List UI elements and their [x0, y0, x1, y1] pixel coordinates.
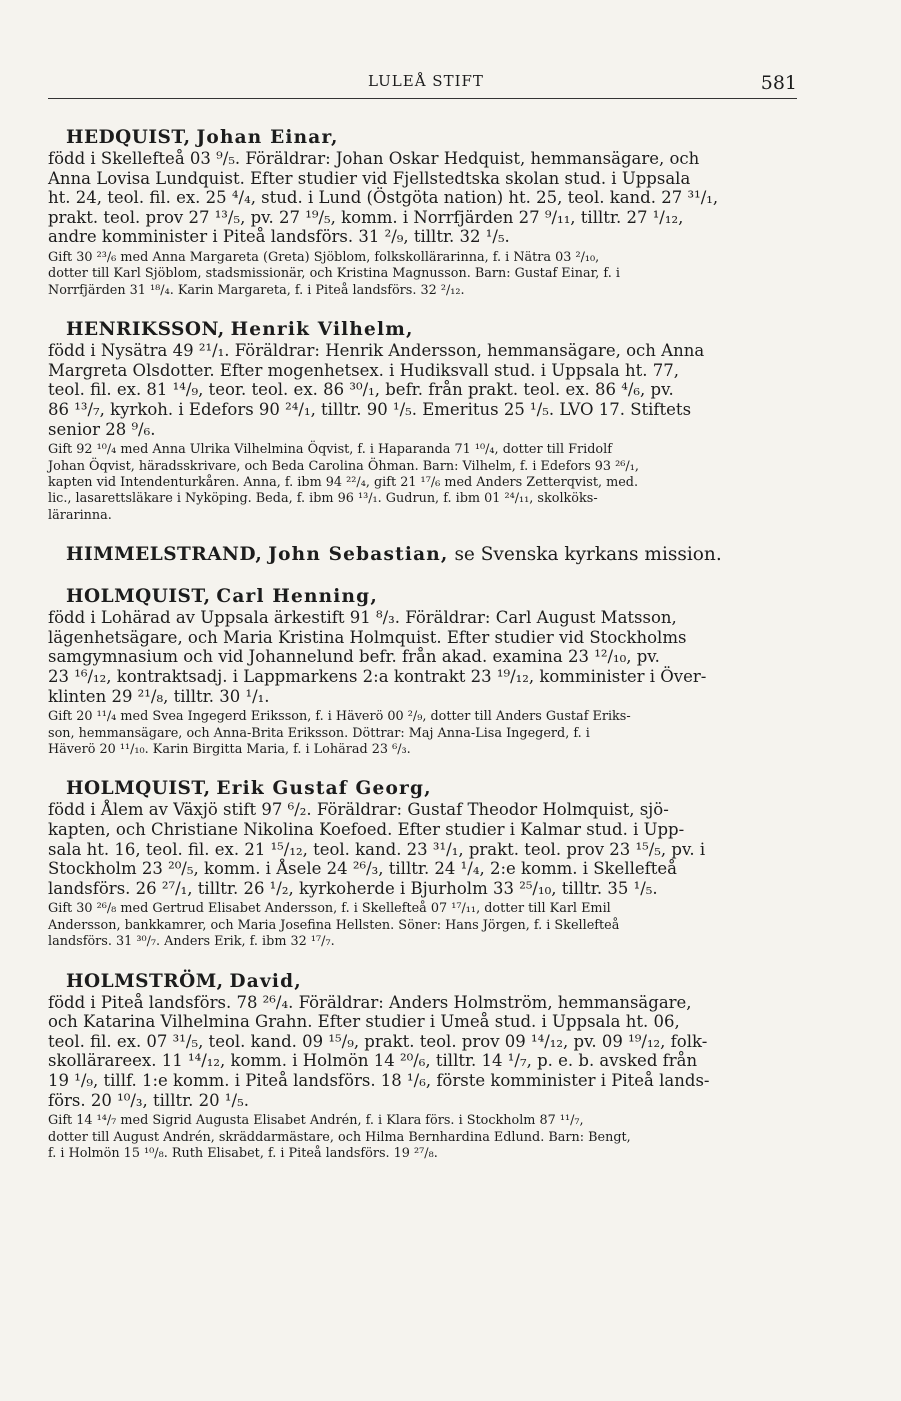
bio-line: landsförs. 26 ²⁷/₁, tilltr. 26 ¹/₂, kyrkoherde i Bjurholm 33 ²⁵/₁₀, tilltr. 35 ¹/₅. [48, 878, 658, 898]
bio-line: 23 ¹⁶/₁₂, kontraktsadj. i Lappmarkens 2:a kontrakt 23 ¹⁹/₁₂, komminister i Över- [48, 666, 707, 686]
bio-line: född i Skellefteå 03 ⁹/₅. Föräldrar: Johan Oskar Hedquist, hemmansägare, och [48, 149, 700, 168]
biography-text [48, 341, 797, 439]
bio-line: född i Piteå landsförs. 78 ²⁶/₄. Föräldrar: Anders Holmström, hemmansägare, [48, 992, 692, 1012]
given-names: Erik Gustaf Georg, [216, 778, 432, 800]
bio-line: ht. 24, teol. fil. ex. 25 ⁴/₄, stud. i Lund (Östgöta nation) ht. 25, teol. kand. 27 ³¹/₁, [48, 188, 719, 208]
cross-reference-entry [48, 544, 797, 566]
family-line: dotter till Karl Sjöblom, stadsmissionär, och Kristina Magnusson. Barn: Gustaf Einar, f. i [48, 266, 620, 282]
family-line: Häverö 20 ¹¹/₁₀. Karin Birgitta Maria, f. i Lohärad 23 ⁶/₃. [48, 741, 411, 757]
bio-line: kapten, och Christiane Nikolina Koefoed. Efter studier i Kalmar stud. i Upp- [48, 819, 685, 839]
bio-line: prakt. teol. prov 27 ¹³/₅, pv. 27 ¹⁹/₅, komm. i Norrfjärden 27 ⁹/₁₁, tilltr. 27 ¹/₁₂, [48, 207, 684, 227]
bio-line: sala ht. 16, teol. fil. ex. 21 ¹⁵/₁₂, teol. kand. 23 ³¹/₁, prakt. teol. prov 23 ¹⁵/₅, pv. i [48, 839, 706, 859]
surname: HOLMQUIST, [66, 778, 211, 800]
family-text [48, 901, 797, 950]
family-line: Gift 30 ²⁶/₈ med Gertrud Elisabet Andersson, f. i Skellefteå 07 ¹⁷/₁₁, dotter till Karl Emil [48, 901, 611, 917]
bio-line: andre komminister i Piteå landsförs. 31 ²/₉, tilltr. 32 ¹/₅. [48, 227, 510, 247]
family-line: Norrfjärden 31 ¹⁸/₄. Karin Margareta, f. i Piteå landsförs. 32 ²/₁₂. [48, 282, 465, 298]
biography-entry [48, 319, 797, 524]
bio-line: klinten 29 ²¹/₈, tilltr. 30 ¹/₁. [48, 686, 270, 706]
family-line: son, hemmansägare, och Anna-Brita Eriksson. Döttrar: Maj Anna-Lisa Ingegerd, f. i [48, 725, 590, 741]
biography-entry [48, 127, 797, 299]
bio-line: förs. 20 ¹⁰/₃, tilltr. 20 ¹/₅. [48, 1090, 249, 1110]
entry-heading [48, 544, 797, 566]
family-text [48, 1113, 797, 1162]
given-names: David, [229, 970, 302, 992]
bio-line: Anna Lovisa Lundquist. Efter studier vid Fjellstedtska skolan stud. i Uppsala [48, 168, 691, 188]
family-line: f. i Holmön 15 ¹⁰/₈. Ruth Elisabet, f. i Piteå landsförs. 19 ²⁷/₈. [48, 1145, 438, 1161]
given-names: Henrik Vilhelm, [230, 319, 414, 341]
family-text [48, 709, 797, 758]
biography-entry [48, 971, 797, 1163]
bio-line: född i Ålem av Växjö stift 97 ⁶/₂. Föräldrar: Gustaf Theodor Holmquist, sjö- [48, 800, 669, 820]
entry-heading [48, 778, 797, 800]
surname: HIMMELSTRAND, [66, 544, 263, 566]
family-line: Johan Öqvist, häradsskrivare, och Beda Carolina Öhman. Barn: Vilhelm, f. i Edefors 93 ²⁶/₁, [48, 458, 639, 474]
bio-line: och Katarina Vilhelmina Grahn. Efter studier i Umeå stud. i Uppsala ht. 06, [48, 1012, 680, 1032]
surname: HOLMQUIST, [66, 586, 211, 608]
family-line: Gift 14 ¹⁴/₇ med Sigrid Augusta Elisabet Andrén, f. i Klara förs. i Stockholm 87 ¹¹/₇, [48, 1113, 584, 1129]
bio-line: teol. fil. ex. 81 ¹⁴/₉, teor. teol. ex. 86 ³⁰/₁, befr. från prakt. teol. ex. 86 ⁴/₆, pv. [48, 380, 674, 400]
biography-text [48, 993, 797, 1111]
bio-line: 19 ¹/₉, tillf. 1:e komm. i Piteå landsförs. 18 ¹/₆, förste komminister i Piteå lands- [48, 1070, 710, 1090]
entry-heading [48, 586, 797, 608]
biography-text [48, 608, 797, 706]
surname: HENRIKSSON, [66, 319, 225, 341]
family-line: Gift 92 ¹⁰/₄ med Anna Ulrika Vilhelmina Öqvist, f. i Haparanda 71 ¹⁰/₄, dotter till Fridolf [48, 442, 612, 458]
family-line: Andersson, bankkamrer, och Maria Josefina Hellsten. Söner: Hans Jörgen, f. i Skellefteå [48, 917, 620, 933]
given-names: Johan Einar, [196, 127, 339, 148]
bio-line: senior 28 ⁹/₆. [48, 419, 156, 439]
family-text [48, 250, 797, 299]
entry-heading [48, 127, 797, 149]
bio-line: född i Lohärad av Uppsala ärkestift 91 ⁸/₃. Föräldrar: Carl August Matsson, [48, 608, 677, 628]
biography-entry [48, 778, 797, 950]
bio-line: Margreta Olsdotter. Efter mogenhetsex. i Hudiksvall stud. i Uppsala ht. 77, [48, 360, 679, 380]
family-line: dotter till August Andrén, skräddarmästare, och Hilma Bernhardina Edlund. Barn: Bengt, [48, 1129, 631, 1145]
surname: HEDQUIST, [66, 127, 191, 148]
entry-heading [48, 971, 797, 993]
given-names: Carl Henning, [216, 586, 378, 608]
family-text [48, 442, 797, 524]
biography-text [48, 800, 797, 898]
see-reference: se Svenska kyrkans mission. [454, 544, 722, 566]
biography-text [48, 149, 797, 247]
family-line: lic., lasarettsläkare i Nyköping. Beda, f. ibm 96 ¹³/₁. Gudrun, f. ibm 01 ²⁴/₁₁, skolköks- [48, 491, 598, 507]
page-number: 581 [760, 72, 797, 94]
family-line: kapten vid Intendenturkåren. Anna, f. ibm 94 ²²/₄, gift 21 ¹⁷/₆ med Anders Zetterqvist, med. [48, 474, 639, 490]
bio-line: Stockholm 23 ²⁰/₅, komm. i Åsele 24 ²⁶/₃, tilltr. 24 ¹/₄, 2:e komm. i Skellefteå [48, 859, 677, 879]
bio-line: född i Nysätra 49 ²¹/₁. Föräldrar: Henrik Andersson, hemmansägare, och Anna [48, 341, 705, 361]
running-title: LULEÅ STIFT [368, 72, 484, 90]
family-line: lärarinna. [48, 507, 112, 523]
family-line: landsförs. 31 ³⁰/₇. Anders Erik, f. ibm 32 ¹⁷/₇. [48, 934, 335, 950]
given-names: John Sebastian, [268, 544, 449, 566]
running-head [48, 72, 797, 99]
bio-line: 86 ¹³/₇, kyrkoh. i Edefors 90 ²⁴/₁, tilltr. 90 ¹/₅. Emeritus 25 ¹/₅. LVO 17. Stiftets [48, 399, 692, 419]
bio-line: skollärareex. 11 ¹⁴/₁₂, komm. i Holmön 14 ²⁰/₆, tilltr. 14 ¹/₇, p. e. b. avsked från [48, 1051, 698, 1071]
bio-line: lägenhetsägare, och Maria Kristina Holmquist. Efter studier vid Stockholms [48, 627, 687, 647]
family-line: Gift 20 ¹¹/₄ med Svea Ingegerd Eriksson, f. i Häverö 00 ²/₉, dotter till Anders Gustaf Eriks- [48, 709, 631, 725]
biography-entry [48, 586, 797, 758]
bio-line: teol. fil. ex. 07 ³¹/₅, teol. kand. 09 ¹⁵/₉, prakt. teol. prov 09 ¹⁴/₁₂, pv. 09 ¹⁹/₁₂, folk- [48, 1031, 708, 1051]
entries [48, 127, 797, 1162]
bio-line: samgymnasium och vid Johannelund befr. från akad. examina 23 ¹²/₁₀, pv. [48, 647, 660, 667]
entry-heading [48, 319, 797, 341]
surname: HOLMSTRÖM, [66, 970, 224, 992]
family-line: Gift 30 ²³/₆ med Anna Margareta (Greta) Sjöblom, folkskollärarinna, f. i Nätra 03 ²/₁₀, [48, 249, 600, 265]
